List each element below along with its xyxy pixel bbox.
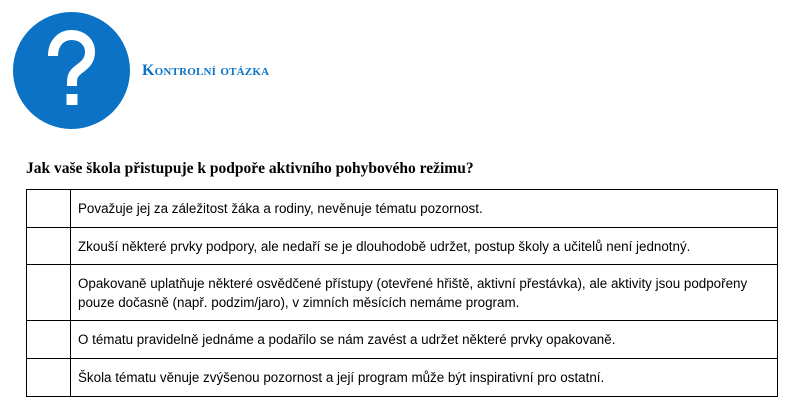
answer-checkbox-cell[interactable] [27, 359, 71, 397]
answer-option-row[interactable] [27, 359, 778, 397]
answer-checkbox-cell[interactable] [27, 190, 71, 228]
header [13, 12, 613, 130]
answer-checkbox-cell[interactable] [27, 321, 71, 359]
answer-option-text: Opakovaně uplatňuje některé osvědčené přístupy (otevřené hřiště, aktivní přestávka), ale aktivity jsou podpořeny pouze dočasně (např. podzim/jaro), v zimních měsících nemáme program. [71, 265, 778, 321]
answer-checkbox-cell[interactable] [27, 265, 71, 321]
question-mark-glyph [13, 12, 130, 129]
answer-option-row[interactable] [27, 321, 778, 359]
question-mark-icon [13, 12, 130, 129]
section-title: Kontrolní otázka [142, 62, 270, 79]
answer-option-row[interactable] [27, 265, 778, 321]
answer-option-row[interactable] [27, 190, 778, 228]
answer-option-text: O tématu pravidelně jednáme a podařilo se nám zavést a udržet některé prvky opakovaně. [71, 321, 778, 359]
answer-option-text: Škola tématu věnuje zvýšenou pozornost a její program může být inspirativní pro ostatní. [71, 359, 778, 397]
answer-option-text: Považuje jej za záležitost žáka a rodiny, nevěnuje tématu pozornost. [71, 190, 778, 228]
answer-checkbox-cell[interactable] [27, 228, 71, 265]
answer-options-table [26, 189, 778, 397]
answer-option-row[interactable] [27, 228, 778, 265]
answer-option-text: Zkouší některé prvky podpory, ale nedaří se je dlouhodobě udržet, postup školy a učitelů není jednotný. [71, 228, 778, 265]
question-text: Jak vaše škola přistupuje k podpoře aktivního pohybového režimu? [26, 160, 474, 177]
